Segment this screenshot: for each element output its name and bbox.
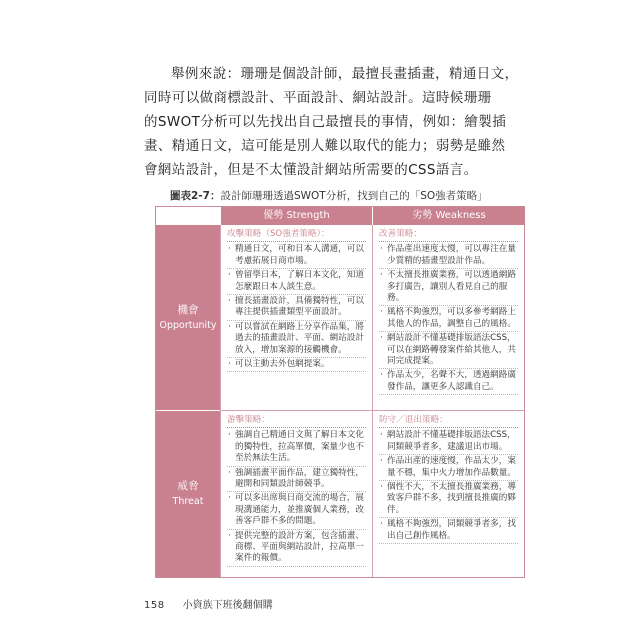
table-corner <box>156 207 220 225</box>
list-item: · 作品產出速度太慢，可以專注在量少質精的插畫型設計作品。 <box>379 244 518 269</box>
list-item: · 可以嘗試在網路上分享作品集，將過去的插畫設計、平面、網站設計放入，增加案源的接觸機會。 <box>227 322 366 358</box>
list-item: · 強調自己精通日文與了解日本文化的獨特性，拉高單價，案量少也不至於無法生活。 <box>227 430 366 466</box>
list-item: · 強調插畫平面作品，建立獨特性，避開和同類設計師競爭。 <box>227 468 366 493</box>
figure-caption <box>170 188 500 203</box>
cell-wt-strategy <box>372 411 524 577</box>
list-item: · 風格不夠強烈，同類競爭者多，找出自己創作風格。 <box>379 519 518 544</box>
list-item: · 作品出產的速度慢，作品太少，案量不穩，集中火力增加作品數量。 <box>379 456 518 481</box>
row-label-opportunity <box>156 225 220 411</box>
list-item: · 精通日文，可和日本人溝通，可以考慮拓展日商市場。 <box>227 244 366 269</box>
list-item: · 風格不夠強烈，可以多參考網路上其他人的作品，調整自己的風格。 <box>379 307 518 332</box>
list-item: · 網站設計不懂基礎排版語法CSS，可以在網路轉發案件給其他人，共同完成提案。 <box>379 333 518 369</box>
strategy-title: 防守／退出策略： <box>379 415 518 428</box>
page-footer <box>144 596 273 611</box>
cell-wo-strategy <box>372 225 524 411</box>
list-item: · 作品太少，名聲不大，透過網路廣發作品，讓更多人認識自己。 <box>379 370 518 395</box>
list-item: · 個性不大，不太擅長推廣業務，導致客戶群不多，找到擅長推廣的夥伴。 <box>379 482 518 518</box>
body-paragraph <box>144 62 519 182</box>
row-label-zh: 威脅 <box>177 480 199 492</box>
row-label-threat <box>156 411 220 577</box>
paragraph-line: 的SWOT分析可以先找出自己最擅長的事情，例如：繪製插 <box>144 114 507 130</box>
header-strength: 優勢 Strength <box>220 207 372 225</box>
header-weakness: 劣勢 Weakness <box>372 207 525 225</box>
book-title: 小資族下班後翻個購 <box>182 600 273 611</box>
list-item: · 可以主動去外包網提案。 <box>227 359 366 372</box>
figure-number: 圖表2-7： <box>170 190 221 202</box>
list-item: · 網站設計不懂基礎排版語法CSS，同類競爭者多，建議退出市場。 <box>379 430 518 455</box>
paragraph-line: 舉例來說：珊珊是個設計師，最擅長畫插畫，精通日文， <box>171 66 519 82</box>
swot-table <box>155 206 525 578</box>
list-item: · 提供完整的設計方案，包含插畫、商標、平面與網站設計，拉高單一案件的報價。 <box>227 531 366 567</box>
page-number: 158 <box>144 600 165 611</box>
cell-st-strategy <box>220 411 372 577</box>
row-label-en: Threat <box>172 496 204 507</box>
list-item: · 曾留學日本，了解日本文化，知道怎麼跟日本人談生意。 <box>227 270 366 295</box>
paragraph-line: 畫、精通日文，這可能是別人難以取代的能力；弱勢是雖然 <box>144 138 506 154</box>
list-item: · 可以多出席與日商交流的場合，展現溝通能力，並推廣個人業務，改善客戶群不多的問題。 <box>227 493 366 529</box>
figure-caption-text: 設計師珊珊透過SWOT分析，找到自己的「SO強者策略」 <box>220 190 488 202</box>
cell-so-strategy <box>220 225 372 411</box>
list-item: · 不太擅長推廣業務，可以透過網路多打廣告，讓別人看見自己的服務。 <box>379 270 518 306</box>
strategy-title: 游擊策略： <box>227 415 366 428</box>
paragraph-line: 同時可以做商標設計、平面設計、網站設計。這時候珊珊 <box>144 90 492 106</box>
row-label-en: Opportunity <box>159 319 217 331</box>
paragraph-line: 會網站設計，但是不太懂設計網站所需要的CSS語言。 <box>144 162 478 178</box>
list-item: · 擅長插畫設計，具備獨特性，可以專注提供插畫類型平面設計。 <box>227 296 366 321</box>
strategy-title: 改善策略： <box>379 229 518 242</box>
strategy-title: 攻擊策略（SO強者策略）： <box>227 229 366 242</box>
row-label-zh: 機會 <box>177 303 199 316</box>
